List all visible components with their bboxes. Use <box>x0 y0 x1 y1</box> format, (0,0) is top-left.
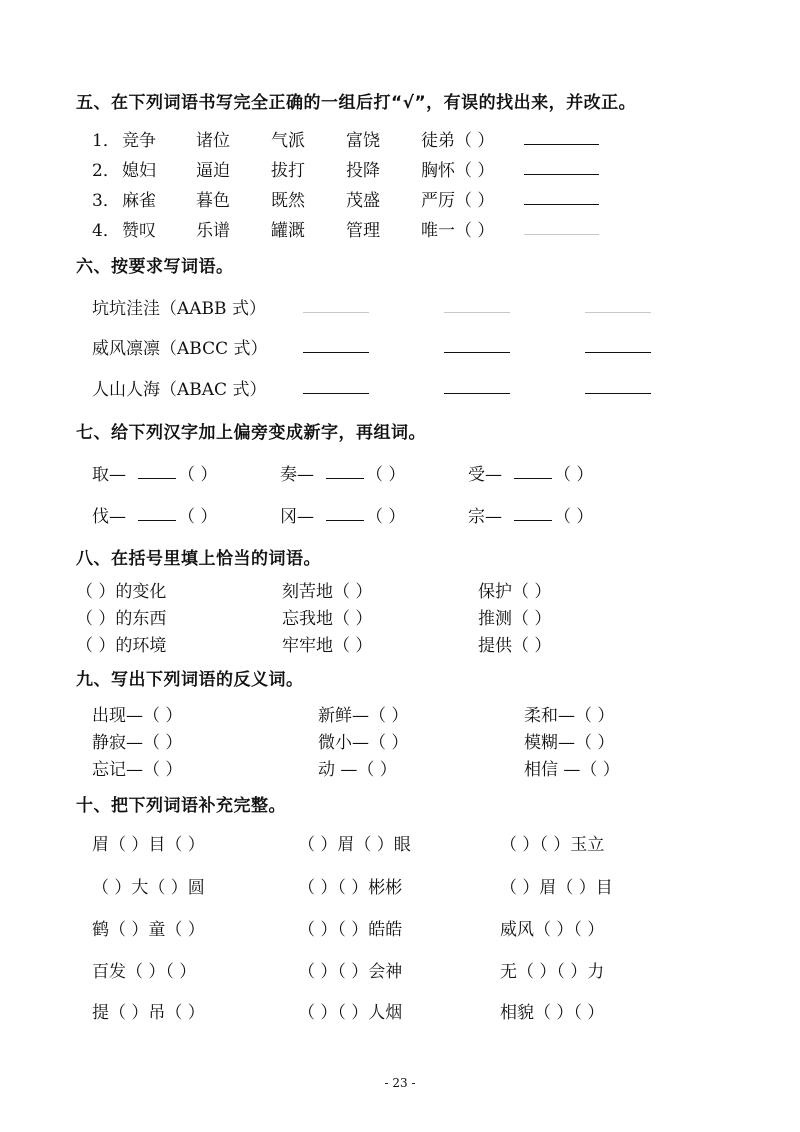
answer-blank[interactable] <box>524 204 599 205</box>
section-8-heading: 八、在括号里填上恰当的词语。 <box>76 549 321 569</box>
answer-blank[interactable] <box>138 520 176 521</box>
character: 伐— <box>92 507 126 527</box>
idiom-item[interactable]: 鹤（ ）童（ ） <box>92 920 205 940</box>
word: 气派 <box>271 131 305 151</box>
word: 既然 <box>271 191 305 211</box>
antonym-item[interactable]: 微小—（ ） <box>318 733 409 753</box>
idiom-item[interactable]: 百发（ ）（ ） <box>92 962 197 982</box>
section-5-heading: 五、在下列词语书写完全正确的一组后打“√”，有误的找出来，并改正。 <box>76 93 637 113</box>
answer-paren[interactable]: （ ） <box>554 465 594 485</box>
idiom-item[interactable]: 提（ ）吊（ ） <box>92 1003 205 1023</box>
antonym-item[interactable]: 相信 —（ ） <box>524 760 620 780</box>
word: 唯一（ ） <box>421 221 495 241</box>
section-10-heading: 十、把下列词语补充完整。 <box>76 796 286 816</box>
answer-blank[interactable] <box>585 393 651 394</box>
answer-blank[interactable] <box>585 312 651 313</box>
section-9-heading: 九、写出下列词语的反义词。 <box>76 670 304 690</box>
answer-blank[interactable] <box>524 144 599 145</box>
answer-paren[interactable]: （ ） <box>554 507 594 527</box>
example-word: 人山人海（ABAC 式） <box>92 380 267 400</box>
answer-blank[interactable] <box>585 352 651 353</box>
word: 媳妇 <box>122 161 156 181</box>
row-number: 2． <box>92 161 120 181</box>
word: 富饶 <box>346 131 380 151</box>
row-number: 4． <box>92 221 120 241</box>
word: 诸位 <box>196 131 230 151</box>
word: 茂盛 <box>346 191 380 211</box>
example-word: 坑坑洼洼（AABB 式） <box>92 299 266 319</box>
answer-paren[interactable]: （ ） <box>178 465 218 485</box>
answer-paren[interactable]: （ ） <box>178 507 218 527</box>
fill-item[interactable]: 刻苦地（ ） <box>282 582 373 602</box>
answer-blank[interactable] <box>514 478 552 479</box>
fill-item[interactable]: 保护（ ） <box>478 582 552 602</box>
answer-blank[interactable] <box>514 520 552 521</box>
page-number: - 23 - <box>384 1076 416 1090</box>
fill-item[interactable]: （ ）的变化 <box>76 582 167 602</box>
word: 竞争 <box>122 131 156 151</box>
idiom-item[interactable]: （ ）大（ ）圆 <box>92 878 205 898</box>
fill-item[interactable]: 忘我地（ ） <box>282 609 373 629</box>
section-7-heading: 七、给下列汉字加上偏旁变成新字，再组词。 <box>76 423 426 443</box>
answer-blank[interactable] <box>303 352 369 353</box>
word: 赞叹 <box>122 221 156 241</box>
answer-blank[interactable] <box>326 478 364 479</box>
fill-item[interactable]: （ ）的环境 <box>76 636 167 656</box>
idiom-item[interactable]: （ ）（ ）皓皓 <box>298 920 403 940</box>
word: 逼迫 <box>196 161 230 181</box>
answer-blank[interactable] <box>326 520 364 521</box>
character: 奏— <box>280 465 314 485</box>
character: 受— <box>468 465 502 485</box>
antonym-item[interactable]: 柔和—（ ） <box>524 706 615 726</box>
word: 严厉（ ） <box>421 191 495 211</box>
word: 管理 <box>346 221 380 241</box>
idiom-item[interactable]: 无（ ）（ ）力 <box>500 962 605 982</box>
idiom-item[interactable]: （ ）（ ）玉立 <box>500 835 605 855</box>
idiom-item[interactable]: （ ）（ ）彬彬 <box>298 878 403 898</box>
word: 胸怀（ ） <box>421 161 495 181</box>
fill-item[interactable]: 推测（ ） <box>478 609 552 629</box>
antonym-item[interactable]: 忘记—（ ） <box>92 760 183 780</box>
answer-blank[interactable] <box>524 174 599 175</box>
answer-blank[interactable] <box>303 312 369 313</box>
character: 冈— <box>280 507 314 527</box>
idiom-item[interactable]: （ ）眉（ ）眼 <box>298 835 411 855</box>
idiom-item[interactable]: （ ）眉（ ）目 <box>500 878 613 898</box>
character: 宗— <box>468 507 502 527</box>
answer-blank[interactable] <box>444 393 510 394</box>
antonym-item[interactable]: 出现—（ ） <box>92 706 183 726</box>
word: 暮色 <box>196 191 230 211</box>
word: 徒弟（ ） <box>421 131 495 151</box>
character: 取— <box>92 465 126 485</box>
answer-paren[interactable]: （ ） <box>366 507 406 527</box>
word: 拔打 <box>271 161 305 181</box>
answer-blank[interactable] <box>303 393 369 394</box>
antonym-item[interactable]: 新鲜—（ ） <box>318 706 409 726</box>
answer-paren[interactable]: （ ） <box>366 465 406 485</box>
answer-blank[interactable] <box>444 352 510 353</box>
answer-blank[interactable] <box>524 234 599 235</box>
example-word: 威风凛凛（ABCC 式） <box>92 339 268 359</box>
antonym-item[interactable]: 动 —（ ） <box>318 760 397 780</box>
idiom-item[interactable]: （ ）（ ）会神 <box>298 962 403 982</box>
row-number: 1． <box>92 131 120 151</box>
idiom-item[interactable]: （ ）（ ）人烟 <box>298 1003 403 1023</box>
fill-item[interactable]: 牢牢地（ ） <box>282 636 373 656</box>
row-number: 3． <box>92 191 120 211</box>
idiom-item[interactable]: 眉（ ）目（ ） <box>92 835 205 855</box>
word: 罐溉 <box>271 221 305 241</box>
antonym-item[interactable]: 静寂—（ ） <box>92 733 183 753</box>
antonym-item[interactable]: 模糊—（ ） <box>524 733 615 753</box>
answer-blank[interactable] <box>138 478 176 479</box>
word: 麻雀 <box>122 191 156 211</box>
word: 乐谱 <box>196 221 230 241</box>
fill-item[interactable]: 提供（ ） <box>478 636 552 656</box>
idiom-item[interactable]: 相貌（ ）（ ） <box>500 1003 605 1023</box>
fill-item[interactable]: （ ）的东西 <box>76 609 167 629</box>
section-6-heading: 六、按要求写词语。 <box>76 257 234 277</box>
idiom-item[interactable]: 威风（ ）（ ） <box>500 920 605 940</box>
word: 投降 <box>346 161 380 181</box>
answer-blank[interactable] <box>444 312 510 313</box>
